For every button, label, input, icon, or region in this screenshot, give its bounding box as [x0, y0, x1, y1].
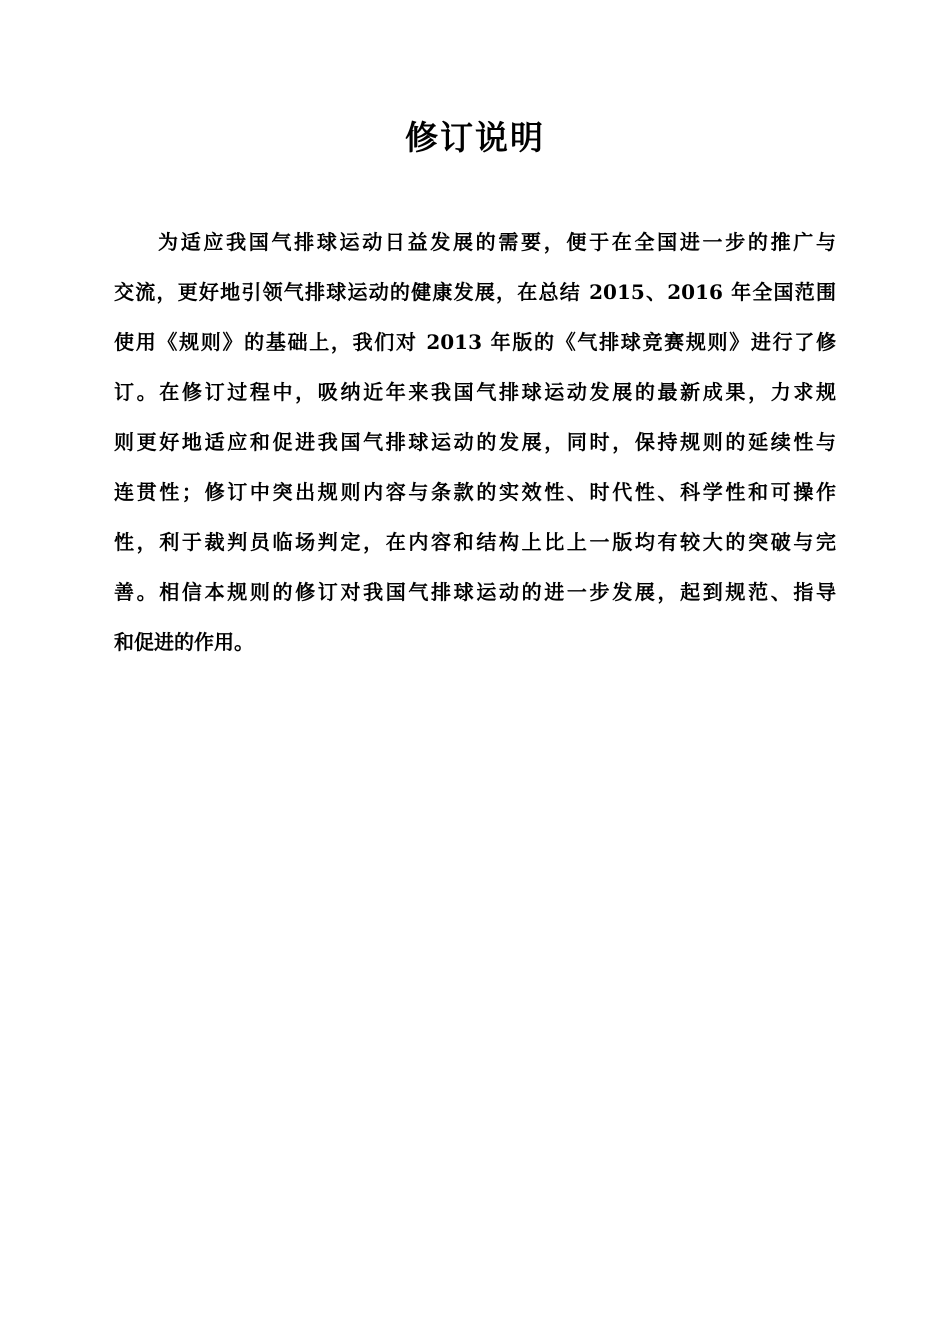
revision-paragraph [114, 217, 836, 667]
paragraph-line: 交流，更好地引领气排球运动的健康发展，在总结 2015、2016 年全国范围 [114, 280, 836, 304]
paragraph-line: 则更好地适应和促进我国气排球运动的发展，同时，保持规则的延续性与 [114, 430, 836, 454]
paragraph-line: 和促进的作用。 [114, 630, 254, 654]
document-title: 修订说明 [405, 118, 545, 157]
paragraph-line: 善。相信本规则的修订对我国气排球运动的进一步发展，起到规范、指导 [114, 580, 836, 604]
paragraph-line: 订。在修订过程中，吸纳近年来我国气排球运动发展的最新成果，力求规 [114, 380, 836, 404]
paragraph-line: 连贯性；修订中突出规则内容与条款的实效性、时代性、科学性和可操作 [114, 480, 836, 504]
paragraph-line: 使用《规则》的基础上，我们对 2013 年版的《气排球竞赛规则》进行了修 [114, 330, 836, 354]
paragraph-line: 为适应我国气排球运动日益发展的需要，便于在全国进一步的推广与 [158, 230, 836, 254]
paragraph-line: 性，利于裁判员临场判定，在内容和结构上比上一版均有较大的突破与完 [114, 530, 836, 554]
